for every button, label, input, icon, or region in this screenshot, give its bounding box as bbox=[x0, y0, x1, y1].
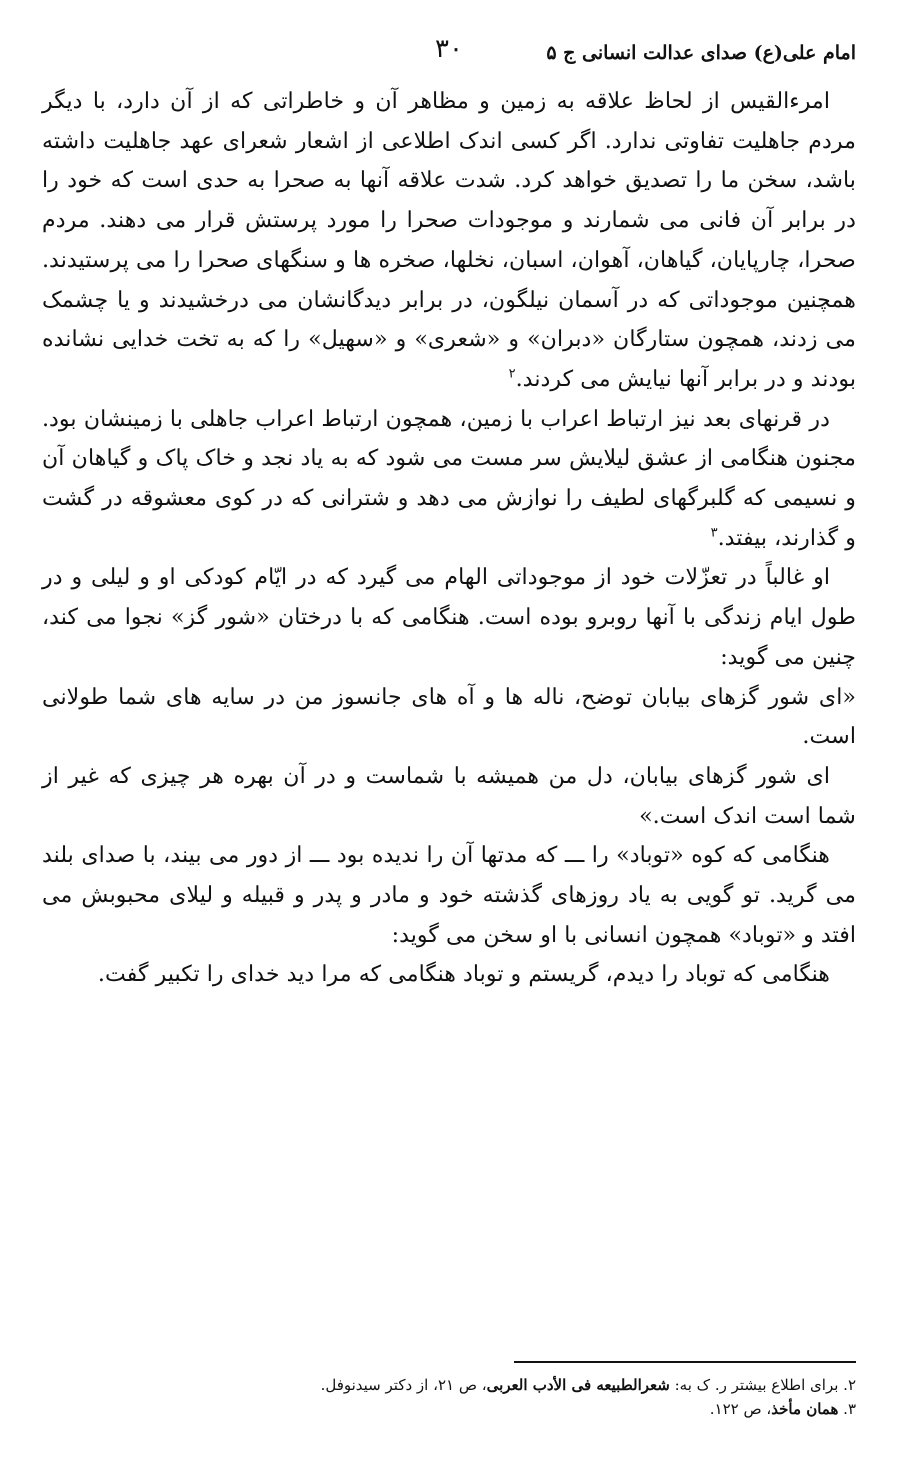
page-header bbox=[40, 34, 856, 74]
paragraph bbox=[42, 400, 856, 559]
footnote-divider bbox=[514, 1361, 856, 1363]
footnote-ref[interactable]: ۳ bbox=[710, 525, 718, 541]
footnote bbox=[40, 1373, 856, 1397]
paragraph-text: در قرنهای بعد نیز ارتباط اعراب با زمین، همچون ارتباط اعراب جاهلی با زمینشان بود. مجنون هنگامی از عشق لیلایش سر مست می شود که به یاد نجد و خاک پاک و گیاهان آن و نسیمی که گلبرگهای لطیف را نوازش می دهد و شترانی که در کوی معشوقه در گشت و گذارند، بیفتد. bbox=[42, 405, 856, 551]
footnote-source-title: همان مأخذ bbox=[771, 1400, 839, 1418]
footnote-prefix: ۳. bbox=[838, 1400, 856, 1418]
paragraph-text: هنگامی که توباد را دیدم، گریستم و توباد هنگامی که مرا دید خدای را تکبیر گفت. bbox=[97, 961, 830, 988]
paragraph bbox=[42, 836, 856, 955]
poem-verse bbox=[42, 678, 856, 757]
footnote-prefix: ۲. برای اطلاع بیشتر ر. ک به: bbox=[669, 1376, 856, 1394]
paragraph-text: امرءالقیس از لحاظ علاقه به زمین و مظاهر آن و خاطراتی که از آن دارد، با دیگر مردم جاهلیت تفاوتی ندارد. اگر کسی اندک اطلاعی از اشعار شعرای عهد جاهلیت داشته باشد، سخن ما را تصدیق خواهد کرد. شدت علاقه آنها به صحرا به حدی است که خود را در برابر آن فانی می شمارند و موجودات صحرا را مورد پرستش قرار می دهند. مردم صحرا، چارپایان، گیاهان، آهوان، اسبان، نخلها، صخره ها و سنگهای صحرا را می پرستیدند. همچنین موجوداتی که در آسمان نیلگون، در برابر دیدگانشان می درخشیدند و یا چشمک می زدند، همچون ستارگان «دبران» و «شعری» و «سهیل» را که به تخت خدایی نشانده بودند و در برابر آنها نیایش می کردند. bbox=[42, 88, 856, 392]
page-number: ۳۰ bbox=[435, 34, 463, 64]
paragraph-text: ای شور گزهای بیابان، دل من همیشه با شماست و در آن بهره هر چیزی که غیر از شما است اندک است.» bbox=[42, 762, 856, 829]
main-text bbox=[42, 82, 856, 995]
paragraph-text: هنگامی که کوه «توباد» را ـــ که مدتها آن را ندیده بود ـــ از دور می بیند، با صدای بلند می گرید. تو گویی به یاد روزهای گذشته خود و مادر و پدر و قبیله و لیلای محبوبش می افتد و «توباد» همچون انسانی با او سخن می گوید: bbox=[42, 842, 856, 948]
paragraph bbox=[42, 558, 856, 677]
footnote bbox=[40, 1397, 856, 1421]
footnote-suffix: ، ص ۲۱، از دکتر سیدنوفل. bbox=[320, 1376, 487, 1394]
paragraph-text: او غالباً در تعزّلات خود از موجوداتی الهام می گیرد که در ایّام کودکی او و لیلی و در طول ایام زندگی با آنها روبرو بوده است. هنگامی که با درختان «شور گز» نجوا می کند، چنین می گوید: bbox=[42, 564, 856, 670]
poem-verse bbox=[42, 757, 856, 836]
running-title: امام علی(ع) صدای عدالت انسانی ج ۵ bbox=[546, 42, 856, 64]
poem-verse bbox=[42, 955, 856, 995]
footnote-suffix: ، ص ۱۲۲. bbox=[709, 1400, 772, 1418]
paragraph bbox=[42, 82, 856, 400]
footnotes bbox=[40, 1373, 856, 1421]
paragraph-text: «ای شور گزهای بیابان توضح، ناله ها و آه های جانسوز من در سایه های شما طولانی است. bbox=[42, 683, 856, 750]
footnote-ref[interactable]: ۲ bbox=[508, 366, 516, 382]
footnote-source-title: شعرالطبیعه فی الأدب العربی bbox=[486, 1376, 670, 1394]
